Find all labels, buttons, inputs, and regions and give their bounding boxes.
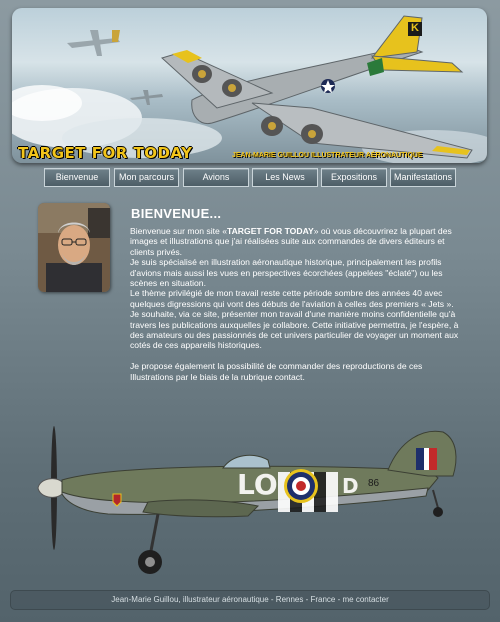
intro-paragraph-3: Le thème privilégié de mon travail reste cette période sombre des années 40 avec quelques digressions qui vont des débuts de l'aviation à celles des premiers « Jets ». [130, 288, 454, 309]
nav-expositions[interactable]: Expositions [321, 168, 387, 187]
intro-paragraph-5: Je propose également la possibilité de commander des reproductions de ces Illustrations par le biais de la rubrique contact. [130, 361, 423, 382]
author-photo [38, 203, 110, 292]
header-banner [12, 8, 487, 163]
intro-paragraph-1 [130, 226, 465, 257]
footer-bar[interactable]: Jean-Marie Guillou, illustrateur aéronautique - Rennes - France - me contacter [10, 590, 490, 610]
site-name-bold: TARGET FOR TODAY [226, 226, 314, 236]
site-subtitle: JEAN-MARIE GUILLOU ILLUSTRATEUR AÉRONAUTIQUE [232, 152, 423, 159]
spitfire-code-left: LO [237, 468, 278, 501]
intro-paragraph-4: Je souhaite, via ce site, présenter mon travail d'une manière moins confidentielle qu'à travers les publications auxquelles je collabore. Cette initiative permettra, je l'espère, à des amateurs ou des passionnés de cet univers particulier de voyager un moment aux cotés de ces appareils historiques. [130, 309, 459, 351]
intro-p1-lead: Bienvenue sur mon site « [130, 226, 227, 236]
intro-p1-tail: » où vous découvrirez la plupart des images et illustrations que j'ai réalisées suite aux commandes de divers éditeurs et clients privés. [130, 226, 452, 257]
main-nav [44, 168, 454, 188]
nav-avions[interactable]: Avions [183, 168, 249, 187]
nav-les-news[interactable]: Les News [252, 168, 318, 187]
site-title: TARGET FOR TODAY [18, 144, 193, 162]
tail-letter: K [411, 22, 419, 34]
nav-manifestations[interactable]: Manifestations [390, 168, 456, 187]
intro-paragraph-2: Je suis spécialisé en illustration aéronautique historique, principalement les profils d'avions mais aussi les vues en perspectives écorchées (appelées "éclaté") ou les scènes en situation. [130, 257, 443, 289]
welcome-heading: BIENVENUE... [131, 206, 222, 221]
spitfire-serial: 86 [368, 478, 380, 489]
nav-bienvenue[interactable]: Bienvenue [44, 168, 110, 187]
nav-mon-parcours[interactable]: Mon parcours [114, 168, 179, 187]
intro-text [130, 226, 465, 382]
spitfire-code-right: D [342, 474, 359, 498]
